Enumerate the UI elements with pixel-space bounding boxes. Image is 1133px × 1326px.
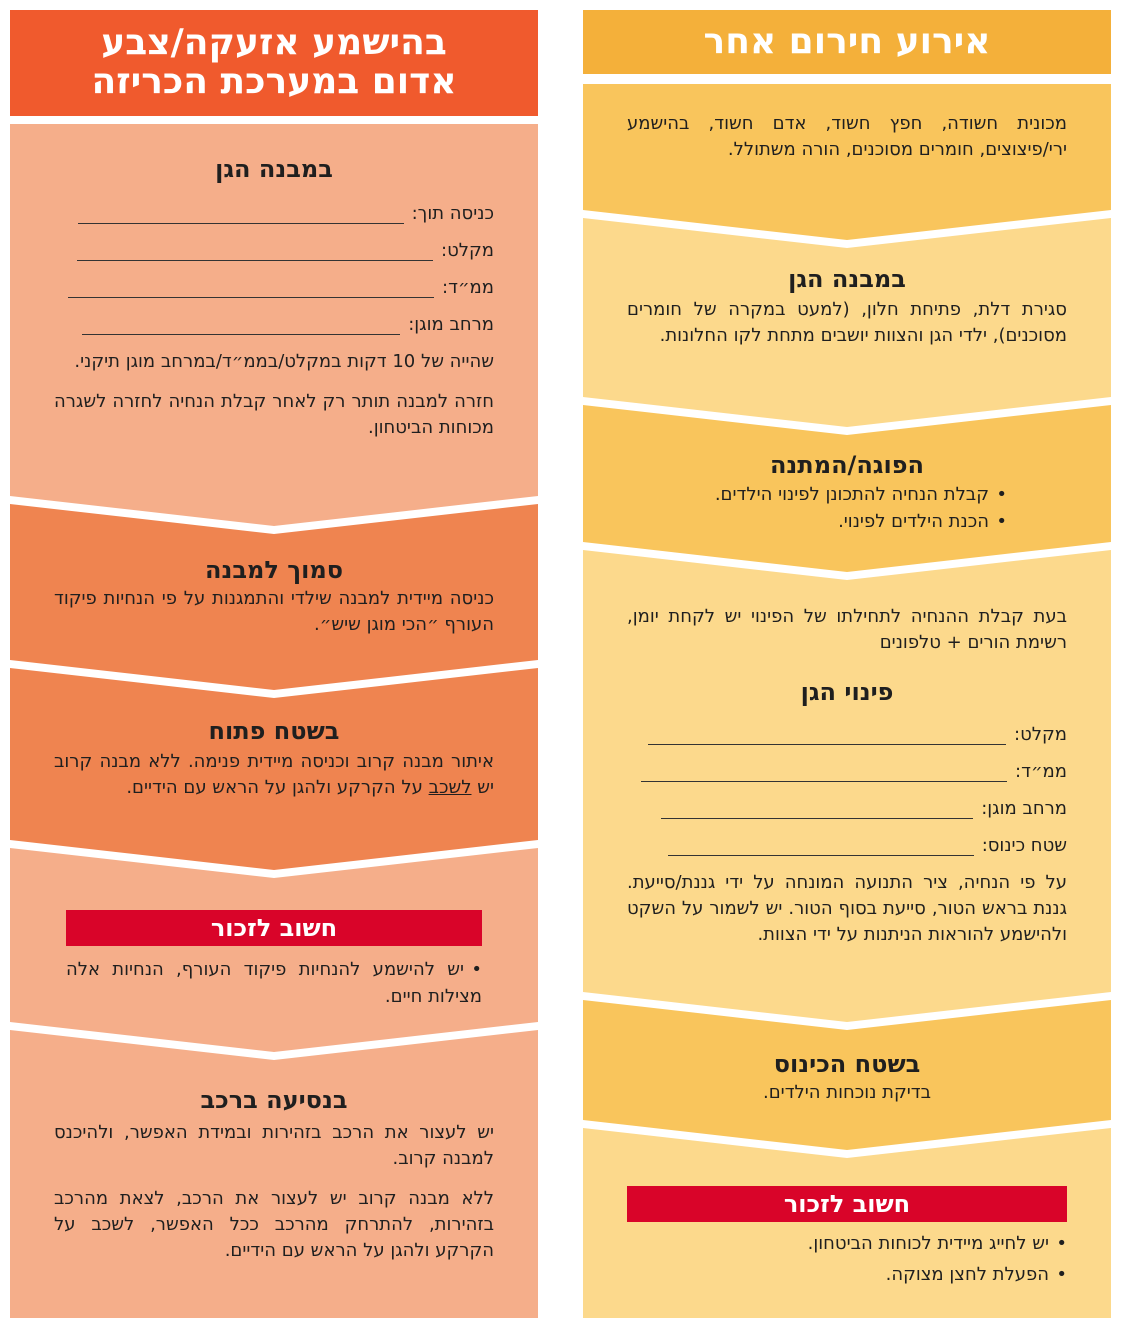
left-car-section	[54, 1086, 494, 1264]
left-gan-text1: שהייה של 10 דקות במקלט/בממ״ד/במרחב מוגן תיקני.	[74, 351, 494, 372]
left-header	[10, 10, 538, 116]
right-assembly-section	[627, 1050, 1067, 1106]
left-gan-field: כניסה תוך:	[54, 187, 494, 224]
right-gan-title: במבנה הגן	[788, 265, 906, 293]
left-header-line2: אדום במערכת הכריזה	[91, 61, 457, 102]
left-open-section	[54, 717, 494, 801]
right-evac-field: שטח כינוס:	[627, 819, 1067, 856]
right-assembly-title: בשטח הכינוס	[773, 1050, 921, 1078]
right-evac-title: פינוי הגן	[800, 678, 894, 706]
right-remember-title: חשוב לזכור	[627, 1186, 1067, 1222]
right-pause-title: הפוגה/המתנה	[769, 451, 925, 479]
left-car-text2: ללא מבנה קרוב יש לעצור את הרכב, לצאת מהרכב בזהירות, להתרחק מהרכב ככל האפשר, לשכב על הקרקע ולהגן על הראש עם הידיים.	[54, 1188, 494, 1261]
left-near-title: סמוך למבנה	[204, 556, 344, 584]
right-evac-field: מקלט:	[627, 708, 1067, 745]
right-header: אירוע חירום אחר	[703, 20, 991, 62]
right-gan-text: סגירת דלת, פתיחת חלון, (למעט במקרה של חומרים מסוכנים), ילדי הגן והצוות יושבים מתחת לקו החלונות.	[627, 299, 1067, 346]
right-assembly-text: בדיקת נוכחות הילדים.	[763, 1082, 931, 1103]
right-remember-bullet: •הפעלת לחצן מצוקה.	[885, 1264, 1067, 1285]
left-gan-field: מרחב מוגן:	[54, 298, 494, 335]
left-remember-title: חשוב לזכור	[66, 910, 482, 946]
right-remember-section	[627, 1186, 1067, 1290]
right-evac-section	[627, 604, 1067, 948]
left-gan-field: מקלט:	[54, 224, 494, 261]
left-remember-bullet: •יש להישמע להנחיות פיקוד העורף, הנחיות אלה מצילות חיים.	[66, 959, 482, 1007]
left-remember-section	[66, 910, 482, 1010]
left-gan-title: במבנה הגן	[215, 155, 333, 183]
right-pause-section	[627, 451, 1067, 535]
right-evac-intro: בעת קבלת ההנחיה לתחילתו של הפינוי יש לקחת יומן, רשימת הורים + טלפונים	[627, 606, 1067, 653]
right-evac-field: מרחב מוגן:	[627, 782, 1067, 819]
right-evac-text: על פי הנחיה, ציר התנועה המונחה על ידי גננת/סייעת. גננת בראש הטור, סייעת בסוף הטור. יש לשמור על השקט ולהישמע להוראות הניתנות על ידי הצוות.	[627, 872, 1067, 945]
right-pause-bullet: •קבלת הנחיה להתכונן לפינוי הילדים.	[714, 484, 1007, 505]
right-gan-section	[627, 265, 1067, 349]
left-near-text: כניסה מיידית למבנה שילדי והתמגנות על פי הנחיות פיקוד העורף ״הכי מוגן שיש״.	[54, 588, 494, 635]
left-near-section	[54, 556, 494, 638]
right-intro-section	[627, 111, 1067, 163]
left-gan-text2: חזרה למבנה תותר רק לאחר קבלת הנחיה לחזרה לשגרה מכוחות הביטחון.	[54, 391, 494, 438]
right-intro-text: מכונית חשודה, חפץ חשוד, אדם חשוד, בהישמע ירי/פיצוצים, חומרים מסוכנים, הורה משתולל.	[627, 113, 1067, 160]
left-open-title: בשטח פתוח	[208, 717, 340, 745]
right-evac-field: ממ״ד:	[627, 745, 1067, 782]
left-car-text1: יש לעצור את הרכב בזהירות ובמידת האפשר, ולהיכנס למבנה קרוב.	[54, 1122, 494, 1169]
left-column	[10, 0, 538, 1326]
left-car-title: בנסיעה ברכב	[200, 1086, 348, 1114]
right-remember-bullet: •יש לחייג מיידית לכוחות הביטחון.	[807, 1233, 1067, 1254]
left-gan-section	[54, 155, 494, 441]
left-header-line1: בהישמע אזעקה/צבע	[101, 22, 447, 64]
left-open-text: איתור מבנה קרוב וכניסה מיידית פנימה. ללא מבנה קרוב יש לשכב על הקרקע ולהגן על הראש עם הידיים.	[54, 751, 494, 798]
right-pause-bullet: •הכנת הילדים לפינוי.	[838, 511, 1007, 532]
left-gan-field: ממ״ד:	[54, 261, 494, 298]
right-column	[583, 0, 1111, 1326]
